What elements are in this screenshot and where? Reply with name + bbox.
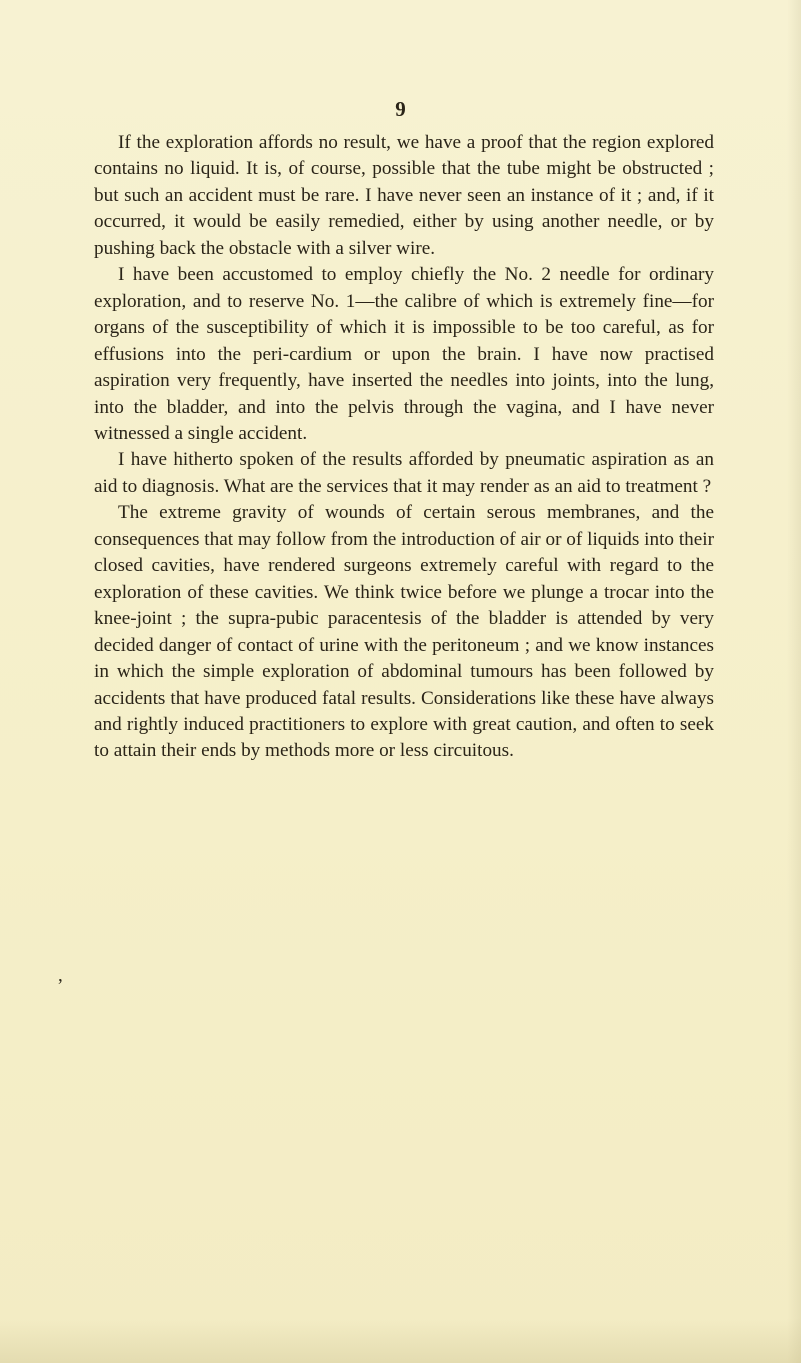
page-bottom-shadow [0, 1318, 801, 1363]
paragraph: I have been accustomed to employ chiefly the No. 2 needle for ordinary exploration, and to reserve No. 1—the calibre of which is extremely fine—for organs of the susceptibility of which it is impossible to be too careful, as for effusions into the peri-cardium or upon the brain. I have now practised aspiration very frequently, have inserted the needles into joints, into the lung, into the bladder, and into the pelvis through the vagina, and I have never witnessed a single accident. [94, 264, 714, 444]
paragraph: I have hitherto spoken of the results afforded by pneumatic aspiration as an aid to diagnosis. What are the services that it may render as an aid to treatment ? [94, 449, 714, 497]
page-number: 9 [395, 97, 406, 121]
page-edge-shadow [787, 0, 801, 1363]
paragraph: The extreme gravity of wounds of certain serous membranes, and the consequences that may follow from the introduction of air or of liquids into their closed cavities, have rendered surgeons extremely careful with regard to the exploration of these cavities. We think twice before we plunge a trocar into the knee-joint ; the supra-pubic paracentesis of the bladder is attended by very decided danger of contact of urine with the peritoneum ; and we know instances in which the simple exploration of abdominal tumours has been followed by accidents that have produced fatal results. Considerations like these have always and rightly induced practitioners to explore with great caution, and often to seek to attain their ends by methods more or less circuitous. [94, 502, 714, 762]
body-text [94, 130, 714, 765]
margin-mark: , [58, 965, 63, 986]
paragraph: If the exploration affords no result, we have a proof that the region explored contains no liquid. It is, of course, possible that the tube might be obstructed ; but such an accident must be rare. I have never seen an instance of it ; and, if it occurred, it would be easily remedied, either by using another needle, or by pushing back the obstacle with a silver wire. [94, 132, 714, 259]
